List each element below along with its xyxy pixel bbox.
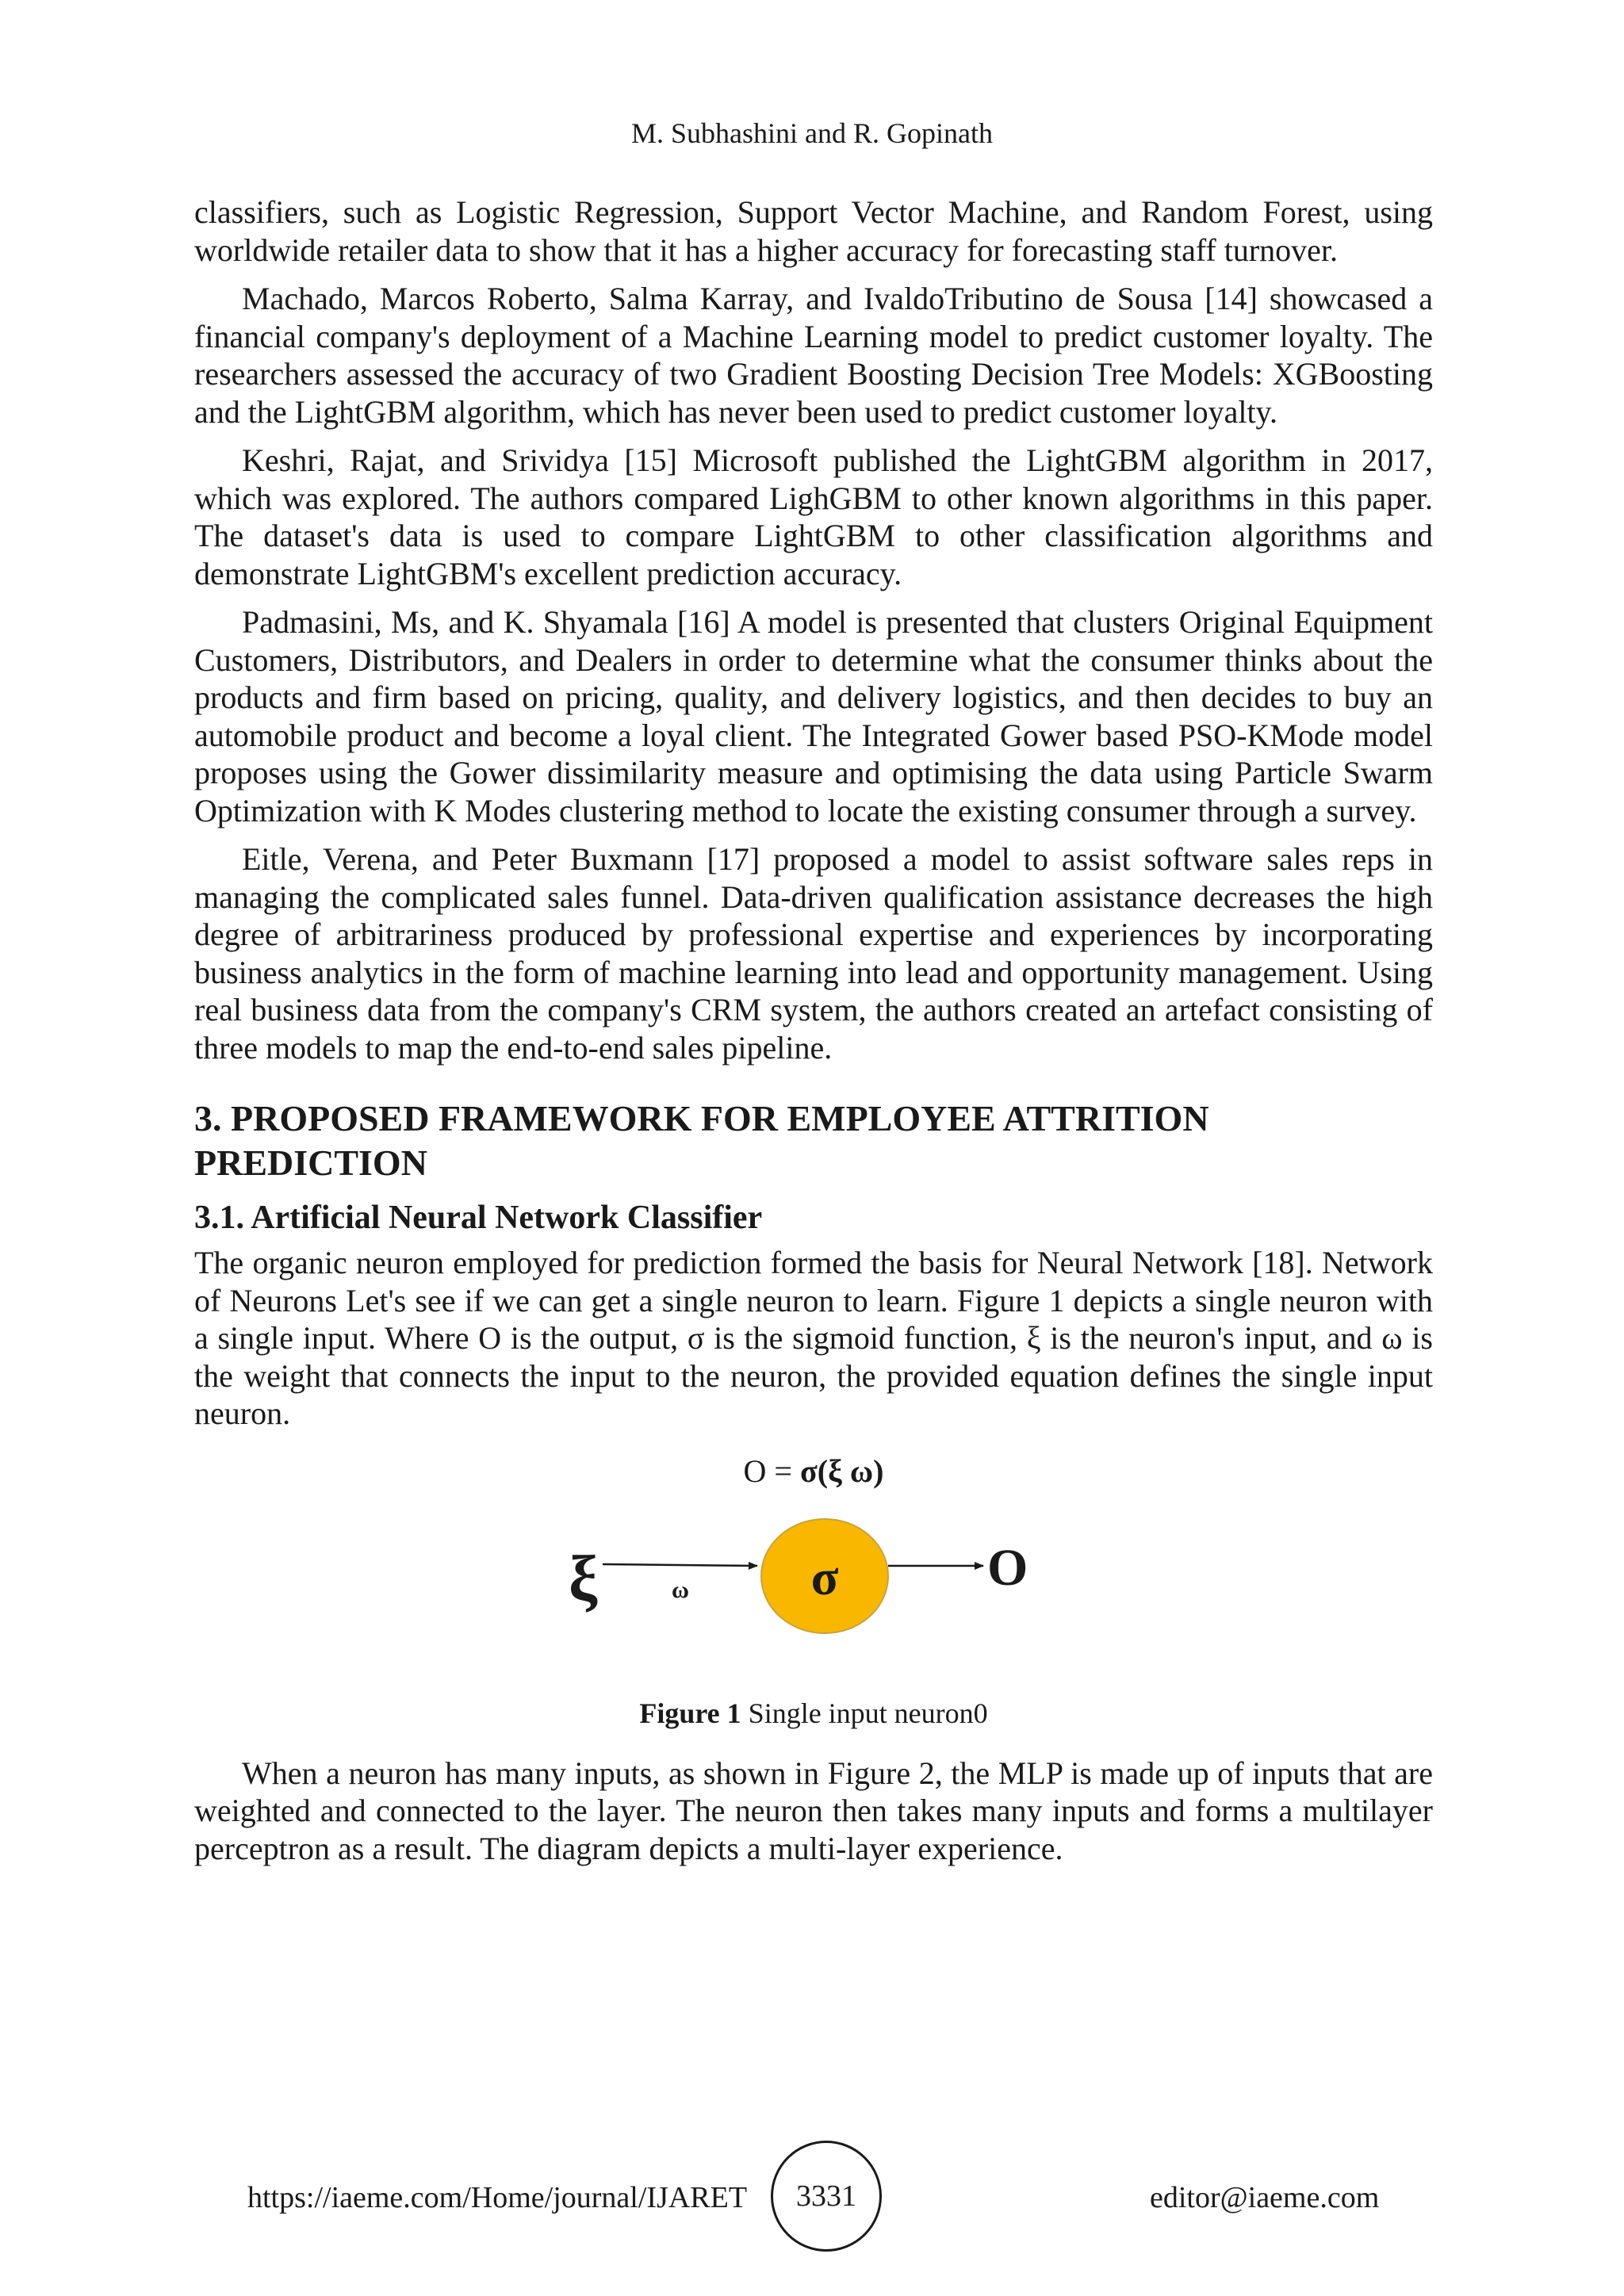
editor-email-link[interactable]: editor@iaeme.com [1150, 2181, 1380, 2214]
page-number: 3331 [771, 2141, 882, 2252]
subsection-heading: 3.1. Artificial Neural Network Classifier [194, 1200, 763, 1236]
page-body [194, 193, 1433, 1878]
running-header: M. Subhashini and R. Gopinath [631, 117, 993, 149]
paragraph-eitle: Eitle, Verena, and Peter Buxmann [17] proposed a model to assist software sales reps in managing the complicated sales funnel. Data-driven qualification assistance decreases the high degree of arbitrariness produced by professional expertise and experiences by incorporating business analytics in the form of machine learning into lead and opportunity management. Using real business data from the company's CRM system, the authors created an artefact consisting of three models to map the end-to-end sales pipeline. [194, 841, 1433, 1066]
figure-caption [194, 1696, 1433, 1731]
journal-url-link[interactable]: https://iaeme.com/Home/journal/IJARET [247, 2181, 748, 2214]
equation-rhs: σ(ξ ω) [799, 1452, 884, 1489]
section-heading: 3. PROPOSED FRAMEWORK FOR EMPLOYEE ATTRITION PREDICTION [194, 1098, 1209, 1183]
output-o-label: O [987, 1538, 1028, 1597]
figure-1 [194, 1501, 1433, 1683]
paragraph-continuation: classifiers, such as Logistic Regression, Support Vector Machine, and Random Forest, using worldwide retailer data to show that it has a higher accuracy for forecasting staff turnover. [194, 194, 1433, 268]
paragraph-padmasini: Padmasini, Ms, and K. Shyamala [16] A model is presented that clusters Original Equipment Customers, Distributors, and Dealers in order to determine what the consumer thinks about the products and firm based on pricing, quality, and delivery logistics, and then decides to buy an automobile product and become a loyal client. The Integrated Gower based PSO-KMode model proposes using the Gower dissimilarity measure and optimising the data using Particle Swarm Optimization with K Modes clustering method to locate the existing consumer through a survey. [194, 604, 1433, 828]
input-arrow [603, 1564, 757, 1566]
caption-label: Figure 1 [639, 1697, 741, 1729]
sigma-label: σ [810, 1548, 839, 1605]
input-xi-label: ξ [569, 1541, 598, 1614]
equation [194, 1452, 1433, 1491]
neuron-diagram [567, 1501, 1059, 1675]
paragraph-mlp: When a neuron has many inputs, as shown in Figure 2, the MLP is made up of inputs that are weighted and connected to the layer. The neuron then takes many inputs and forms a multilayer perceptron as a result. The diagram depicts a multi-layer experience. [194, 1755, 1433, 1866]
caption-text: Single input neuron0 [741, 1697, 988, 1729]
page-footer [0, 2141, 1624, 2252]
paragraph-neural-network: The organic neuron employed for prediction formed the basis for Neural Network [18]. Network of Neurons Let's see if we can get a single neuron to learn. Figure 1 depicts a single neuron with a single input. Where O is the output, σ is the sigmoid function, ξ is the neuron's input, and ω is the weight that connects the input to the neuron, the provided equation defines the single input neuron. [194, 1245, 1433, 1431]
paragraph-machado: Machado, Marcos Roberto, Salma Karray, and IvaldoTributino de Sousa [14] showcased a financial company's deployment of a Machine Learning model to predict customer loyalty. The researchers assessed the accuracy of two Gradient Boosting Decision Tree Models: XGBoosting and the LightGBM algorithm, which has never been used to predict customer loyalty. [194, 281, 1433, 430]
equation-lhs: O = [743, 1452, 800, 1489]
paragraph-keshri: Keshri, Rajat, and Srividya [15] Microsoft published the LightGBM algorithm in 2017, which was explored. The authors compared LighGBM to other known algorithms in this paper. The dataset's data is used to compare LightGBM to other classification algorithms and demonstrate LightGBM's excellent prediction accuracy. [194, 442, 1433, 591]
weight-omega-label: ω [672, 1576, 689, 1603]
